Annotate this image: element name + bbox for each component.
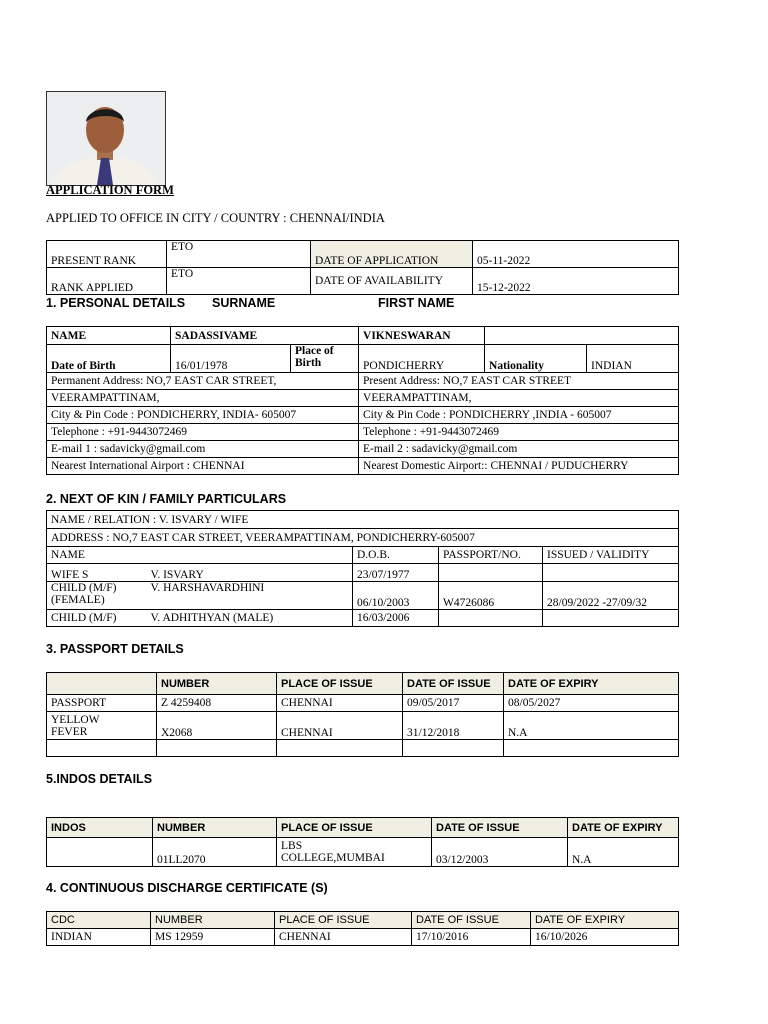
kin-header-name: NAME (47, 547, 353, 564)
pob-label: Place of Birth (291, 345, 359, 373)
kin-validity (543, 610, 679, 627)
nationality-value: INDIAN (587, 345, 679, 373)
passport-header-number: NUMBER (157, 673, 277, 695)
document-type: PASSPORT (47, 695, 157, 712)
empty-cell (47, 740, 157, 757)
nationality-label: Nationality (485, 345, 587, 373)
city-pin-present: City & Pin Code : PONDICHERRY ,INDIA - 605007 (359, 407, 679, 424)
dob-label: Date of Birth (47, 345, 171, 373)
passport-table (46, 672, 679, 757)
dob-value: 16/01/1978 (171, 345, 291, 373)
indos-header-place: PLACE OF ISSUE (277, 818, 432, 838)
telephone-permanent: Telephone : +91-9443072469 (47, 424, 359, 441)
indos-heading-text: 5.INDOS DETAILS (46, 772, 153, 786)
passport-details-heading: 3. PASSPORT DETAILS (46, 642, 184, 656)
surname-value: SADASSIVAME (171, 327, 359, 345)
city-pin-permanent: City & Pin Code : PONDICHERRY, INDIA- 605007 (47, 407, 359, 424)
kin-row (47, 564, 679, 582)
date-of-expiry: 08/05/2027 (504, 695, 679, 712)
kin-member-name: V. ADHITHYAN (MALE) (147, 610, 353, 627)
kin-dob: 23/07/1977 (353, 564, 439, 582)
indos-number: 01LL2070 (153, 838, 277, 867)
cdc-place-of-issue: CHENNAI (275, 929, 412, 946)
indos-date-of-issue: 03/12/2003 (432, 838, 568, 867)
surname-heading: SURNAME (212, 296, 276, 310)
kin-relation: CHILD (M/F) (47, 610, 147, 627)
cdc-value: INDIAN (47, 929, 151, 946)
name-empty-cell (485, 327, 679, 345)
cdc-row (47, 929, 679, 946)
kin-dob: 06/10/2003 (353, 582, 439, 610)
date-of-expiry: N.A (504, 712, 679, 740)
place-of-issue: CHENNAI (277, 695, 403, 712)
first-name-heading: FIRST NAME (378, 296, 455, 310)
kin-header-dob: D.O.B. (353, 547, 439, 564)
date-of-application-value: 05-11-2022 (473, 241, 679, 268)
cdc-header-place: PLACE OF ISSUE (275, 912, 412, 929)
present-rank-value: ETO (167, 241, 311, 268)
date-of-application-label: DATE OF APPLICATION (311, 241, 473, 268)
passport-header-place: PLACE OF ISSUE (277, 673, 403, 695)
passport-empty-row (47, 740, 679, 757)
empty-cell (157, 740, 277, 757)
kin-header-passport: PASSPORT/NO. (439, 547, 543, 564)
document-type-text: YELLOW FEVER (51, 713, 100, 738)
rank-table (46, 240, 679, 295)
indos-place-text: LBS COLLEGE,MUMBAI (281, 840, 385, 864)
cdc-header-cdc: CDC (47, 912, 151, 929)
kin-name-relation: NAME / RELATION : V. ISVARY / WIFE (47, 511, 679, 529)
kin-header-validity: ISSUED / VALIDITY (543, 547, 679, 564)
passport-header-blank (47, 673, 157, 695)
empty-cell (504, 740, 679, 757)
place-of-issue: CHENNAI (277, 712, 403, 740)
indos-header-number: NUMBER (153, 818, 277, 838)
name-label: NAME (47, 327, 171, 345)
indos-place-of-issue (277, 838, 432, 867)
date-of-issue: 09/05/2017 (403, 695, 504, 712)
kin-address: ADDRESS : NO,7 EAST CAR STREET, VEERAMPATTINAM, PONDICHERRY-605007 (47, 529, 679, 547)
kin-relation-text: CHILD (M/F) (51, 582, 117, 594)
applied-to-line: APPLIED TO OFFICE IN CITY / COUNTRY : CHENNAI/INDIA (46, 211, 385, 225)
date-of-availability-label: DATE OF AVAILABILITY (311, 268, 473, 295)
email-2: E-mail 2 : sadavicky@gmail.com (359, 441, 679, 458)
present-address-line-1: Present Address: NO,7 EAST CAR STREET (359, 373, 679, 390)
document-type (47, 712, 157, 740)
passport-row (47, 695, 679, 712)
kin-relation: WIFE S (47, 564, 147, 582)
kin-member-name: V. ISVARY (147, 564, 353, 582)
document-number: X2068 (157, 712, 277, 740)
cdc-table (46, 911, 679, 946)
date-of-issue: 31/12/2018 (403, 712, 504, 740)
empty-cell (403, 740, 504, 757)
rank-applied-label: RANK APPLIED (47, 268, 167, 295)
permanent-address-line-1: Permanent Address: NO,7 EAST CAR STREET, (47, 373, 359, 390)
indos-table (46, 817, 679, 867)
international-airport: Nearest International Airport : CHENNAI (47, 458, 359, 475)
domestic-airport: Nearest Domestic Airport:: CHENNAI / PUDUCHERRY (359, 458, 679, 475)
kin-gender-text: (FEMALE) (51, 594, 105, 606)
email-1: E-mail 1 : sadavicky@gmail.com (47, 441, 359, 458)
passport-header-date-issue: DATE OF ISSUE (403, 673, 504, 695)
kin-row (47, 582, 679, 610)
rank-applied-value: ETO (167, 268, 311, 295)
passport-header-date-expiry: DATE OF EXPIRY (504, 673, 679, 695)
indos-value (47, 838, 153, 867)
next-of-kin-heading: 2. NEXT OF KIN / FAMILY PARTICULARS (46, 492, 287, 506)
kin-relation (47, 582, 147, 610)
present-rank-label: PRESENT RANK (47, 241, 167, 268)
indos-header-date-issue: DATE OF ISSUE (432, 818, 568, 838)
cdc-date-of-expiry: 16/10/2026 (531, 929, 679, 946)
kin-passport: W4726086 (439, 582, 543, 610)
kin-validity: 28/09/2022 -27/09/32 (543, 582, 679, 610)
present-address-line-2: VEERAMPATTINAM, (359, 390, 679, 407)
document-number: Z 4259408 (157, 695, 277, 712)
personal-details-table (46, 326, 679, 475)
indos-row (47, 838, 679, 867)
indos-header-indos: INDOS (47, 818, 153, 838)
kin-member-name: V. HARSHAVARDHINI (147, 582, 353, 610)
applicant-photo (46, 91, 166, 186)
cdc-header-date-issue: DATE OF ISSUE (412, 912, 531, 929)
form-title: APPLICATION FORM (46, 183, 174, 197)
kin-row (47, 610, 679, 627)
kin-passport (439, 564, 543, 582)
passport-row (47, 712, 679, 740)
date-of-availability-value: 15-12-2022 (473, 268, 679, 295)
cdc-header-date-expiry: DATE OF EXPIRY (531, 912, 679, 929)
kin-validity (543, 564, 679, 582)
indos-header-date-expiry: DATE OF EXPIRY (568, 818, 679, 838)
indos-date-of-expiry: N.A (568, 838, 679, 867)
pob-value: PONDICHERRY (359, 345, 485, 373)
next-of-kin-table (46, 510, 679, 627)
empty-cell (277, 740, 403, 757)
cdc-number: MS 12959 (151, 929, 275, 946)
kin-dob: 16/03/2006 (353, 610, 439, 627)
cdc-header-number: NUMBER (151, 912, 275, 929)
cdc-heading: 4. CONTINUOUS DISCHARGE CERTIFICATE (S) (46, 881, 328, 895)
cdc-date-of-issue: 17/10/2016 (412, 929, 531, 946)
permanent-address-line-2: VEERAMPATTINAM, (47, 390, 359, 407)
first-name-value: VIKNESWARAN (359, 327, 485, 345)
kin-passport (439, 610, 543, 627)
telephone-present: Telephone : +91-9443072469 (359, 424, 679, 441)
personal-details-heading: 1. PERSONAL DETAILS (46, 296, 186, 310)
indos-heading (46, 772, 152, 786)
